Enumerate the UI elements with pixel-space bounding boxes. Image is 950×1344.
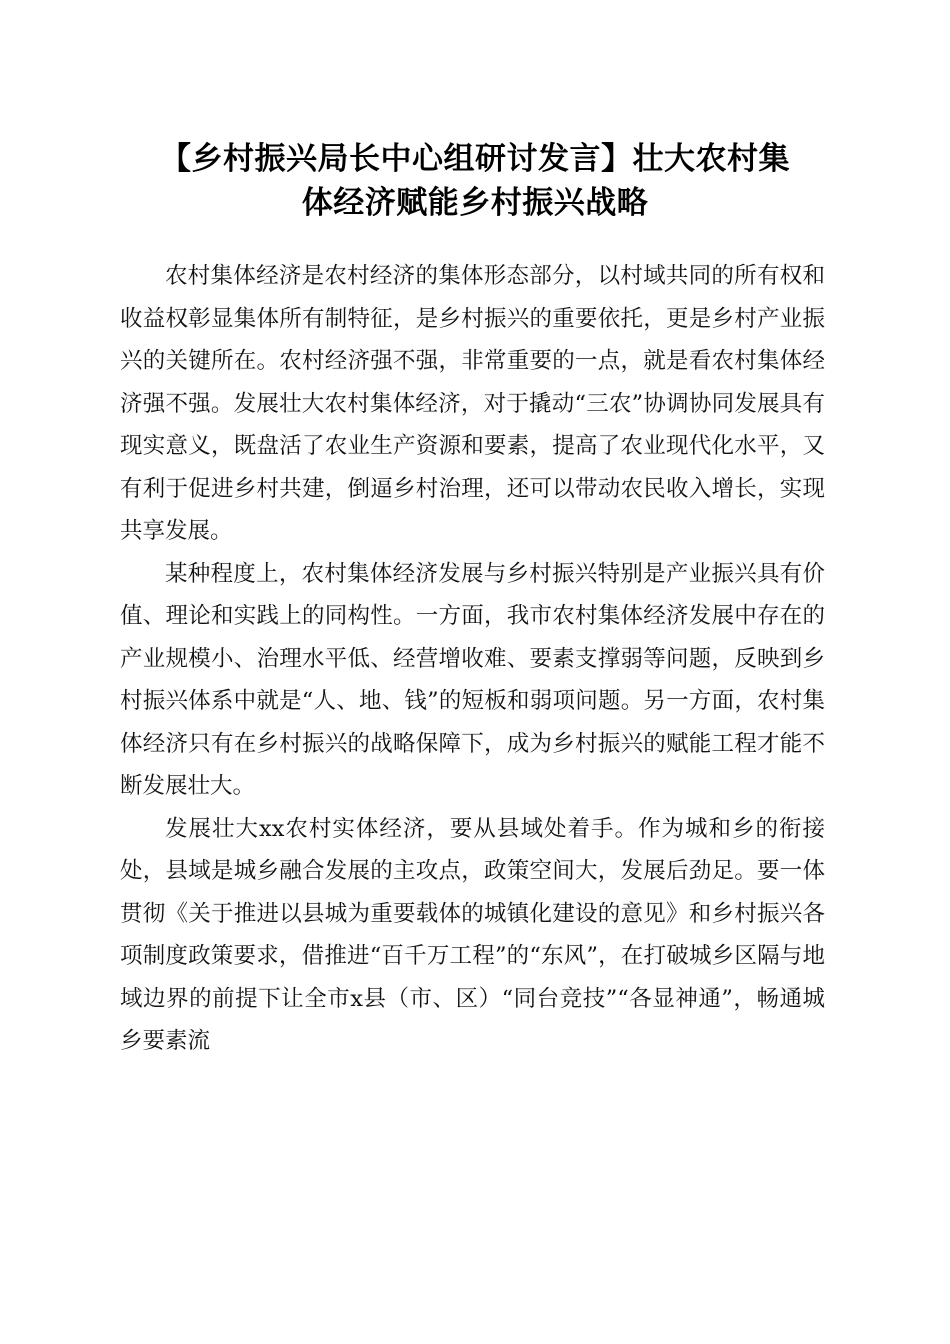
- title-line-2: 体经济赋能乡村振兴战略: [301, 185, 649, 221]
- title-line-1: 【乡村振兴局长中心组研讨发言】壮大农村集: [160, 141, 790, 177]
- document-body: [120, 255, 825, 1063]
- document-title: [118, 137, 832, 225]
- paragraph-2: 某种程度上，农村集体经济发展与乡村振兴特别是产业振兴具有价值、理论和实践上的同构性。一方面，我市农村集体经济发展中存在的产业规模小、治理水平低、经营增收难、要素支撑弱等问题，反映到乡村振兴体系中就是“人、地、钱”的短板和弱项问题。另一方面，农村集体经济只有在乡村振兴的战略保障下，成为乡村振兴的赋能工程才能不断发展壮大。: [120, 560, 825, 799]
- paragraph-3: 发展壮大xx农村实体经济，要从县域处着手。作为城和乡的衔接处，县域是城乡融合发展的主攻点，政策空间大，发展后劲足。要一体贯彻《关于推进以县城为重要载体的城镇化建设的意见》和乡村振兴各项制度政策要求，借推进“百千万工程”的“东风”，在打破城乡区隔与地域边界的前提下让全市x县（市、区）“同台竞技”“各显神通”，畅通城乡要素流: [120, 815, 825, 1054]
- paragraph-1: 农村集体经济是农村经济的集体形态部分，以村域共同的所有权和收益权彰显集体所有制特征，是乡村振兴的重要依托，更是乡村产业振兴的关键所在。农村经济强不强，非常重要的一点，就是看农村集体经济强不强。发展壮大农村集体经济，对于撬动“三农”协调协同发展具有现实意义，既盘活了农业生产资源和要素，提高了农业现代化水平，又有利于促进乡村共建，倒逼乡村治理，还可以带动农民收入增长，实现共享发展。: [120, 263, 825, 544]
